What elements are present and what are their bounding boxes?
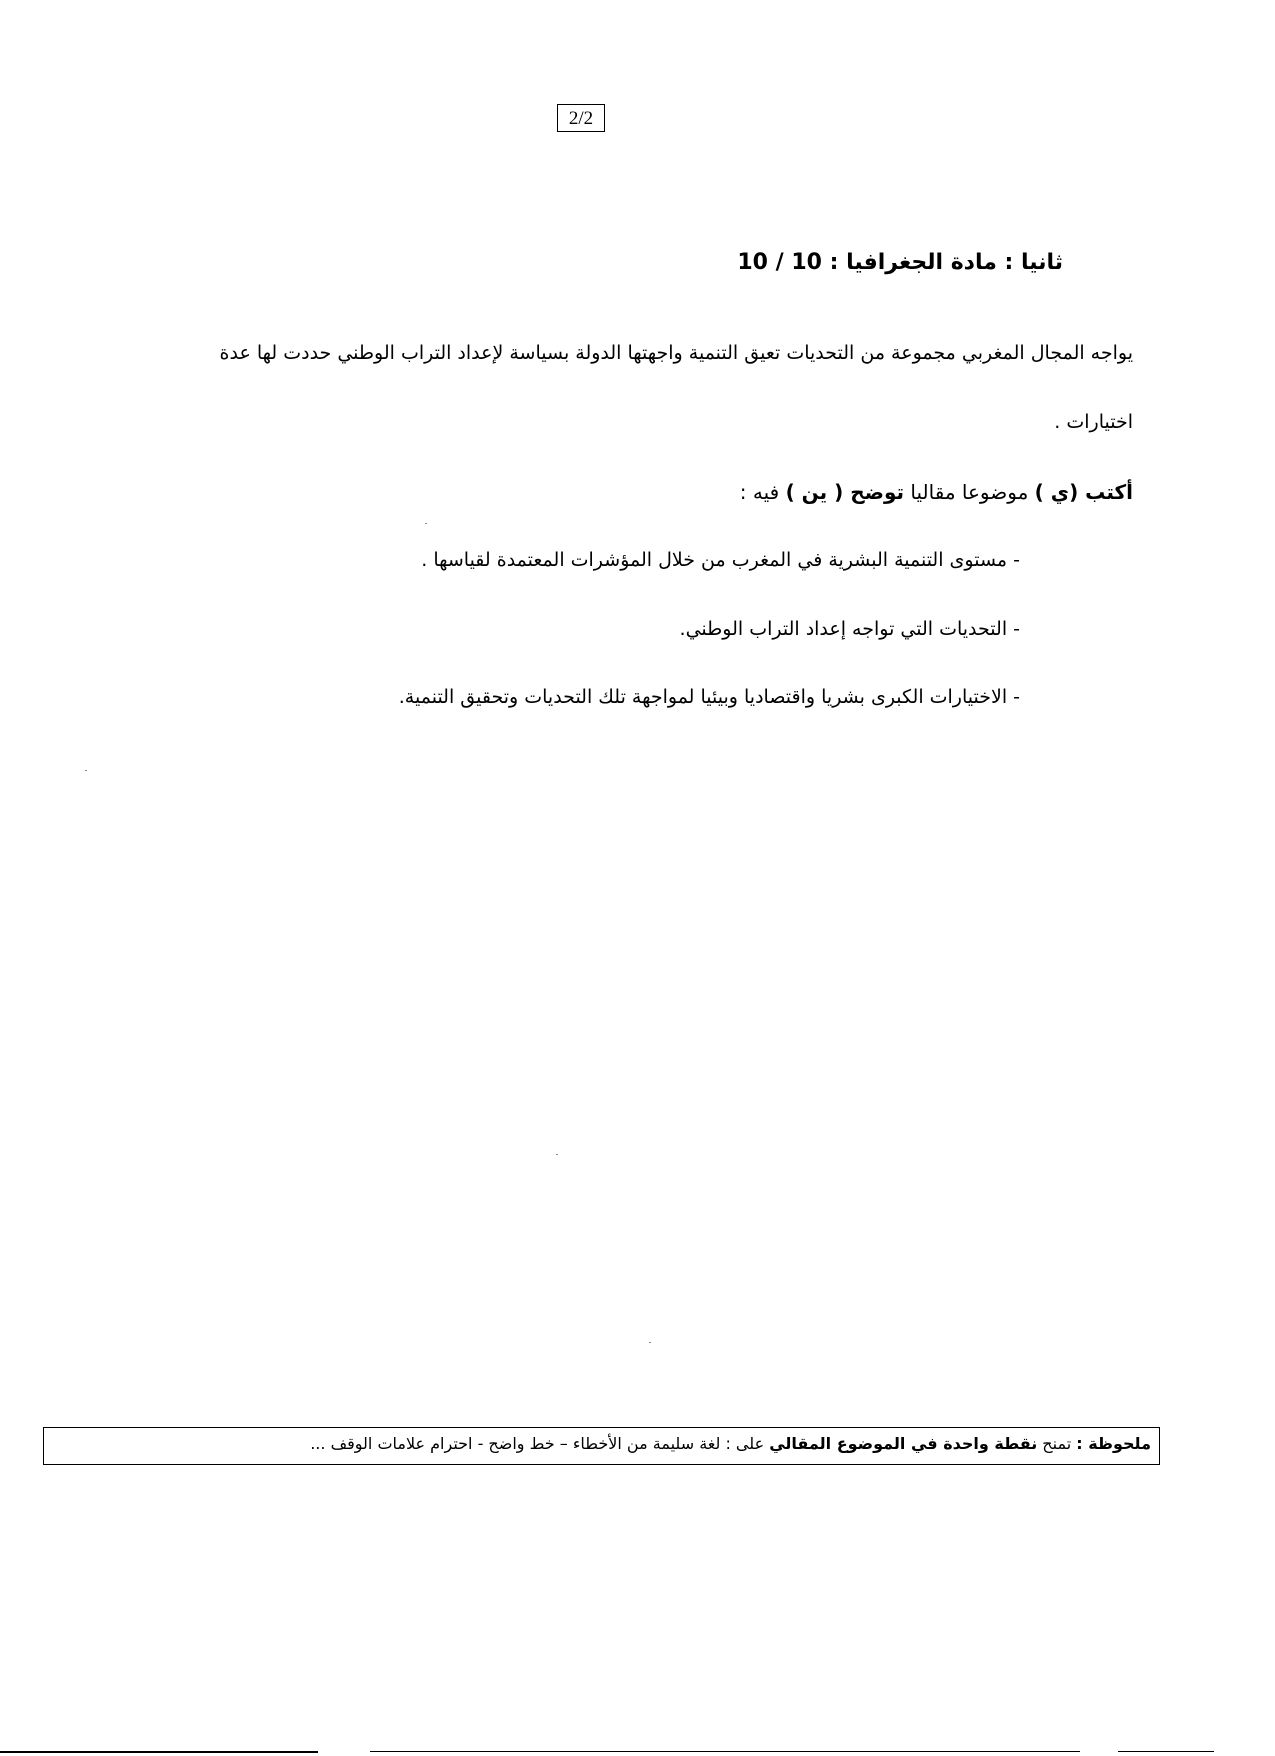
note-text-after: على : لغة سليمة من الأخطاء – خط واضح - احترام علامات الوقف ...	[310, 1434, 770, 1453]
scan-speck	[85, 770, 87, 771]
footer-rule	[370, 1751, 1080, 1752]
note-text-before: تمنح	[1037, 1434, 1077, 1453]
task-verb: أكتب (ي )	[1034, 480, 1133, 504]
task-middle: موضوعا مقاليا	[904, 480, 1035, 504]
task-verb-2: توضح ( ين )	[785, 480, 905, 504]
bullet-item: - مستوى التنمية البشرية في المغرب من خلال المؤشرات المعتمدة لقياسها .	[421, 549, 1020, 571]
bullet-item: - الاختيارات الكبرى بشريا واقتصاديا وبيئيا لمواجهة تلك التحديات وتحقيق التنمية.	[398, 686, 1020, 708]
note-text	[310, 1434, 1151, 1453]
bullet-item: - التحديات التي تواجه إعداد التراب الوطني.	[679, 618, 1020, 640]
task-instruction	[740, 480, 1133, 504]
note-bold: نقطة واحدة في الموضوع المقالي	[769, 1434, 1038, 1453]
footer-rule	[1118, 1751, 1214, 1752]
intro-paragraph-line-2: اختيارات .	[1054, 411, 1133, 433]
scan-speck	[425, 523, 427, 524]
note-label: ملحوظة :	[1076, 1434, 1151, 1453]
section-title: ثانيا : مادة الجغرافيا : 10 / 10	[737, 250, 1063, 275]
intro-paragraph-line-1: يواجه المجال المغربي مجموعة من التحديات تعيق التنمية واجهتها الدولة بسياسة لإعداد التراب الوطني حددت لها عدة	[219, 342, 1133, 364]
page-number: 2/2	[557, 104, 605, 132]
footer-rule	[0, 1751, 318, 1753]
scan-speck	[556, 1154, 558, 1155]
task-end: فيه :	[739, 480, 786, 504]
scan-speck	[649, 1342, 651, 1343]
